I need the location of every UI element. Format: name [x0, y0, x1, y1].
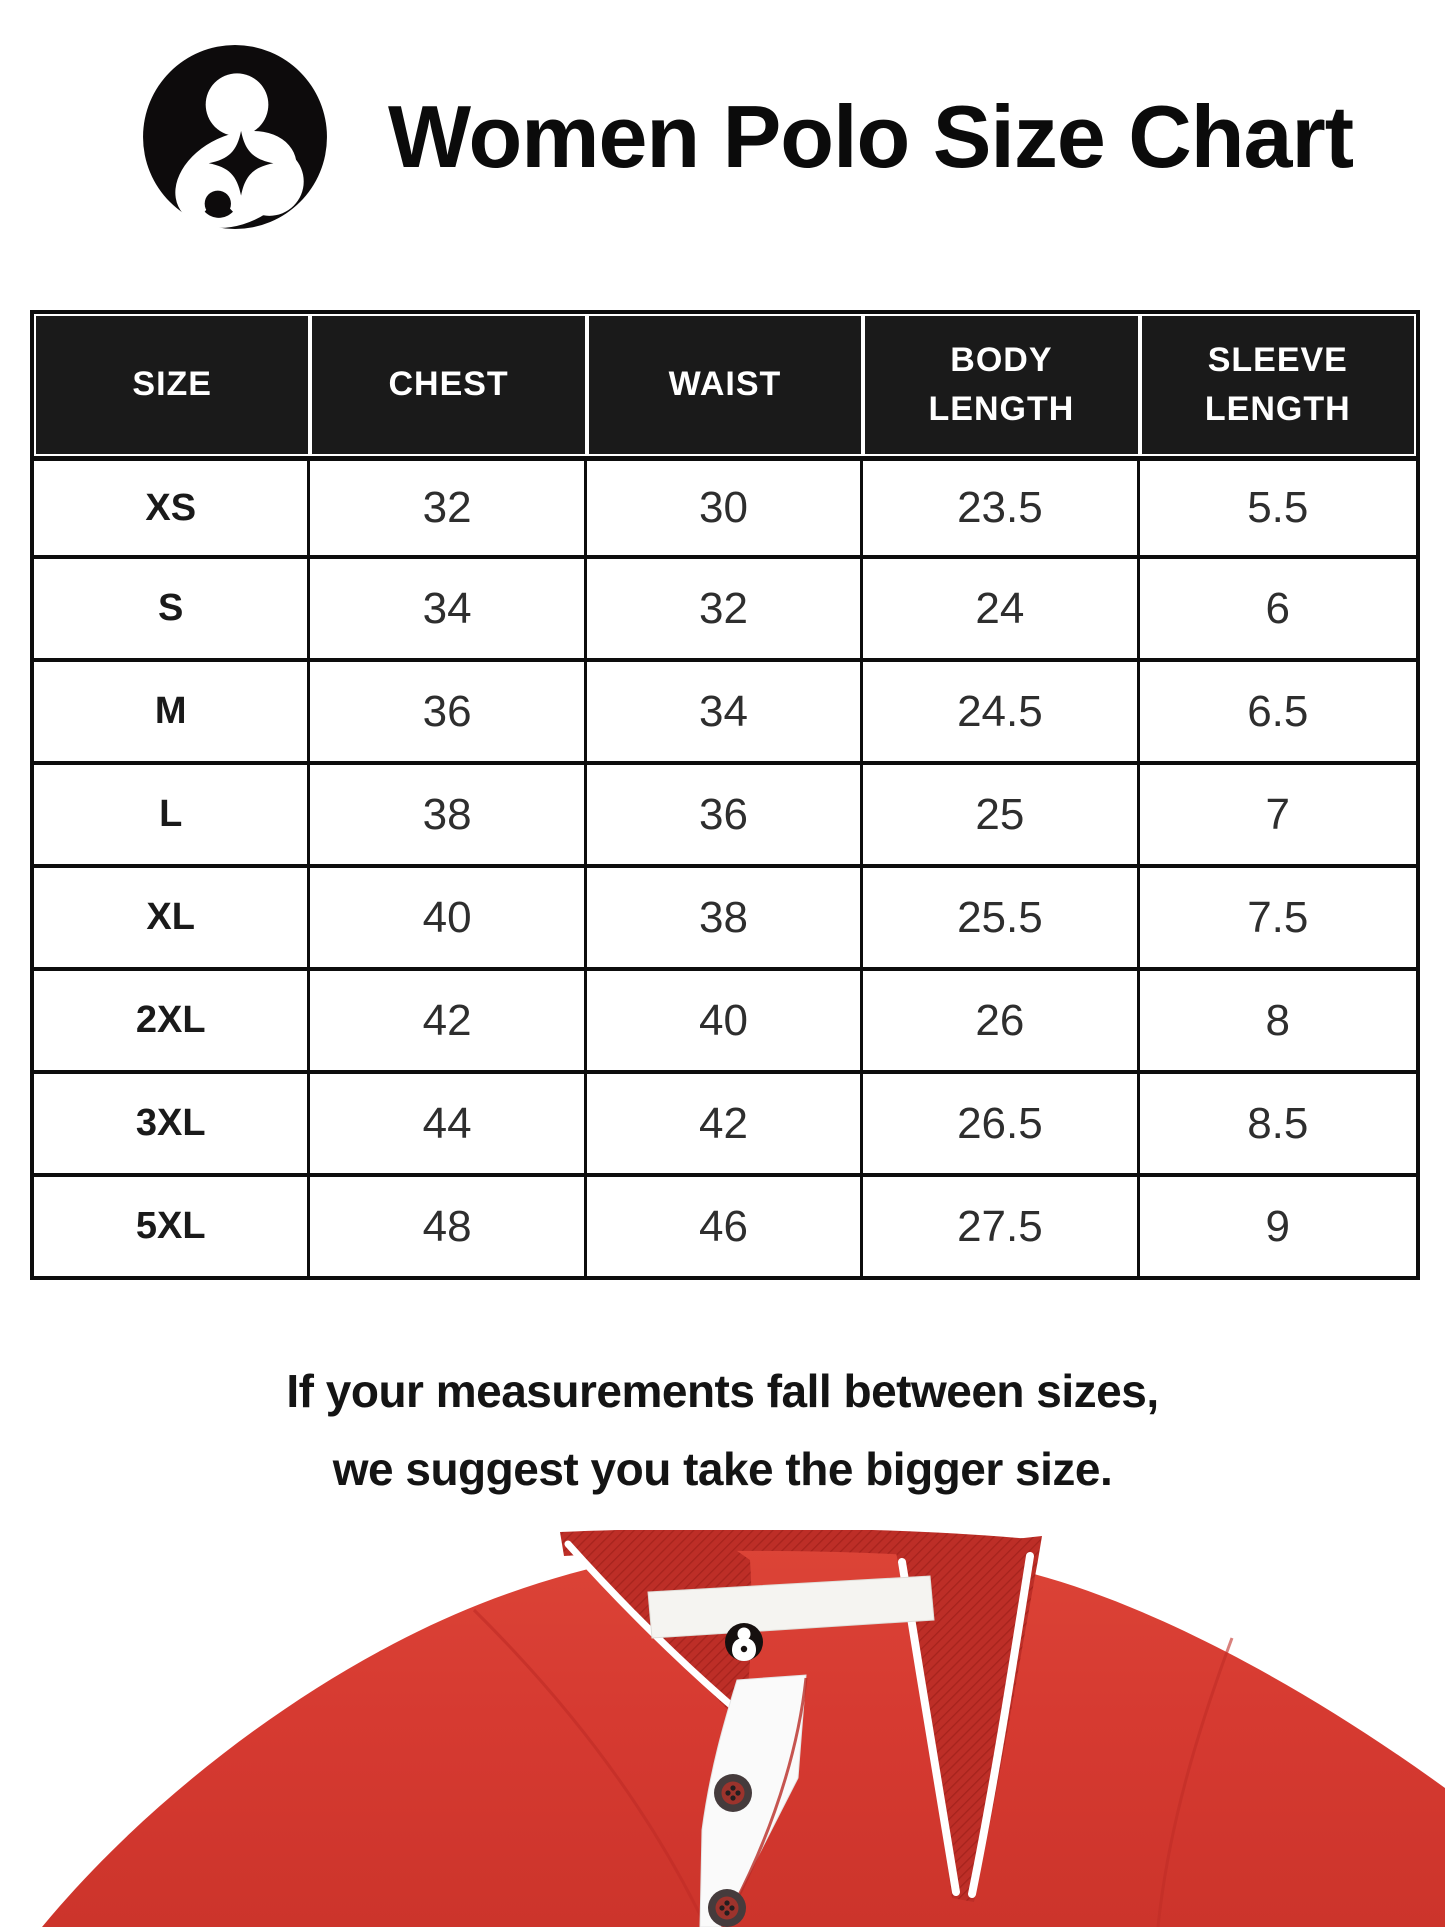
cell-body: 23.5 [863, 456, 1139, 559]
red-polo-shirt-image [0, 1530, 1445, 1927]
size-chart-table [30, 310, 1420, 1280]
col-header-chest: CHEST [310, 314, 586, 456]
cell-body: 24.5 [863, 662, 1139, 765]
cell-size: L [34, 765, 310, 868]
page-title: Women Polo Size Chart [388, 87, 1354, 186]
cell-chest: 48 [310, 1177, 586, 1276]
cell-sleeve: 9 [1140, 1177, 1416, 1276]
sizing-note [0, 1352, 1445, 1508]
cell-sleeve: 8 [1140, 971, 1416, 1074]
cell-sleeve: 8.5 [1140, 1074, 1416, 1177]
polo-button [708, 1889, 746, 1927]
cell-sleeve: 6 [1140, 559, 1416, 662]
col-header-waist: WAIST [587, 314, 863, 456]
cell-size: S [34, 559, 310, 662]
cell-size: 5XL [34, 1177, 310, 1276]
cell-waist: 32 [587, 559, 863, 662]
cell-size: 3XL [34, 1074, 310, 1177]
cell-body: 24 [863, 559, 1139, 662]
brand-logo-icon [140, 42, 330, 232]
cell-chest: 32 [310, 456, 586, 559]
cell-sleeve: 7 [1140, 765, 1416, 868]
neck-logo-icon [725, 1623, 763, 1661]
cell-body: 26.5 [863, 1074, 1139, 1177]
cell-waist: 46 [587, 1177, 863, 1276]
cell-body: 26 [863, 971, 1139, 1074]
cell-size: 2XL [34, 971, 310, 1074]
cell-chest: 42 [310, 971, 586, 1074]
cell-sleeve: 7.5 [1140, 868, 1416, 971]
cell-body: 27.5 [863, 1177, 1139, 1276]
cell-waist: 42 [587, 1074, 863, 1177]
cell-chest: 36 [310, 662, 586, 765]
page-header [140, 42, 1353, 232]
cell-waist: 38 [587, 868, 863, 971]
cell-size: XS [34, 456, 310, 559]
col-header-body-length: BODY LENGTH [863, 314, 1139, 456]
cell-waist: 36 [587, 765, 863, 868]
cell-sleeve: 6.5 [1140, 662, 1416, 765]
cell-body: 25 [863, 765, 1139, 868]
col-header-sleeve-length: SLEEVE LENGTH [1140, 314, 1416, 456]
sizing-note-line1: If your measurements fall between sizes, [286, 1365, 1159, 1417]
polo-button [714, 1774, 752, 1812]
cell-body: 25.5 [863, 868, 1139, 971]
cell-chest: 44 [310, 1074, 586, 1177]
col-header-size: SIZE [34, 314, 310, 456]
cell-sleeve: 5.5 [1140, 456, 1416, 559]
sizing-note-line2: we suggest you take the bigger size. [332, 1443, 1113, 1495]
cell-waist: 30 [587, 456, 863, 559]
cell-size: M [34, 662, 310, 765]
cell-waist: 40 [587, 971, 863, 1074]
cell-size: XL [34, 868, 310, 971]
cell-chest: 40 [310, 868, 586, 971]
cell-chest: 38 [310, 765, 586, 868]
cell-waist: 34 [587, 662, 863, 765]
cell-chest: 34 [310, 559, 586, 662]
